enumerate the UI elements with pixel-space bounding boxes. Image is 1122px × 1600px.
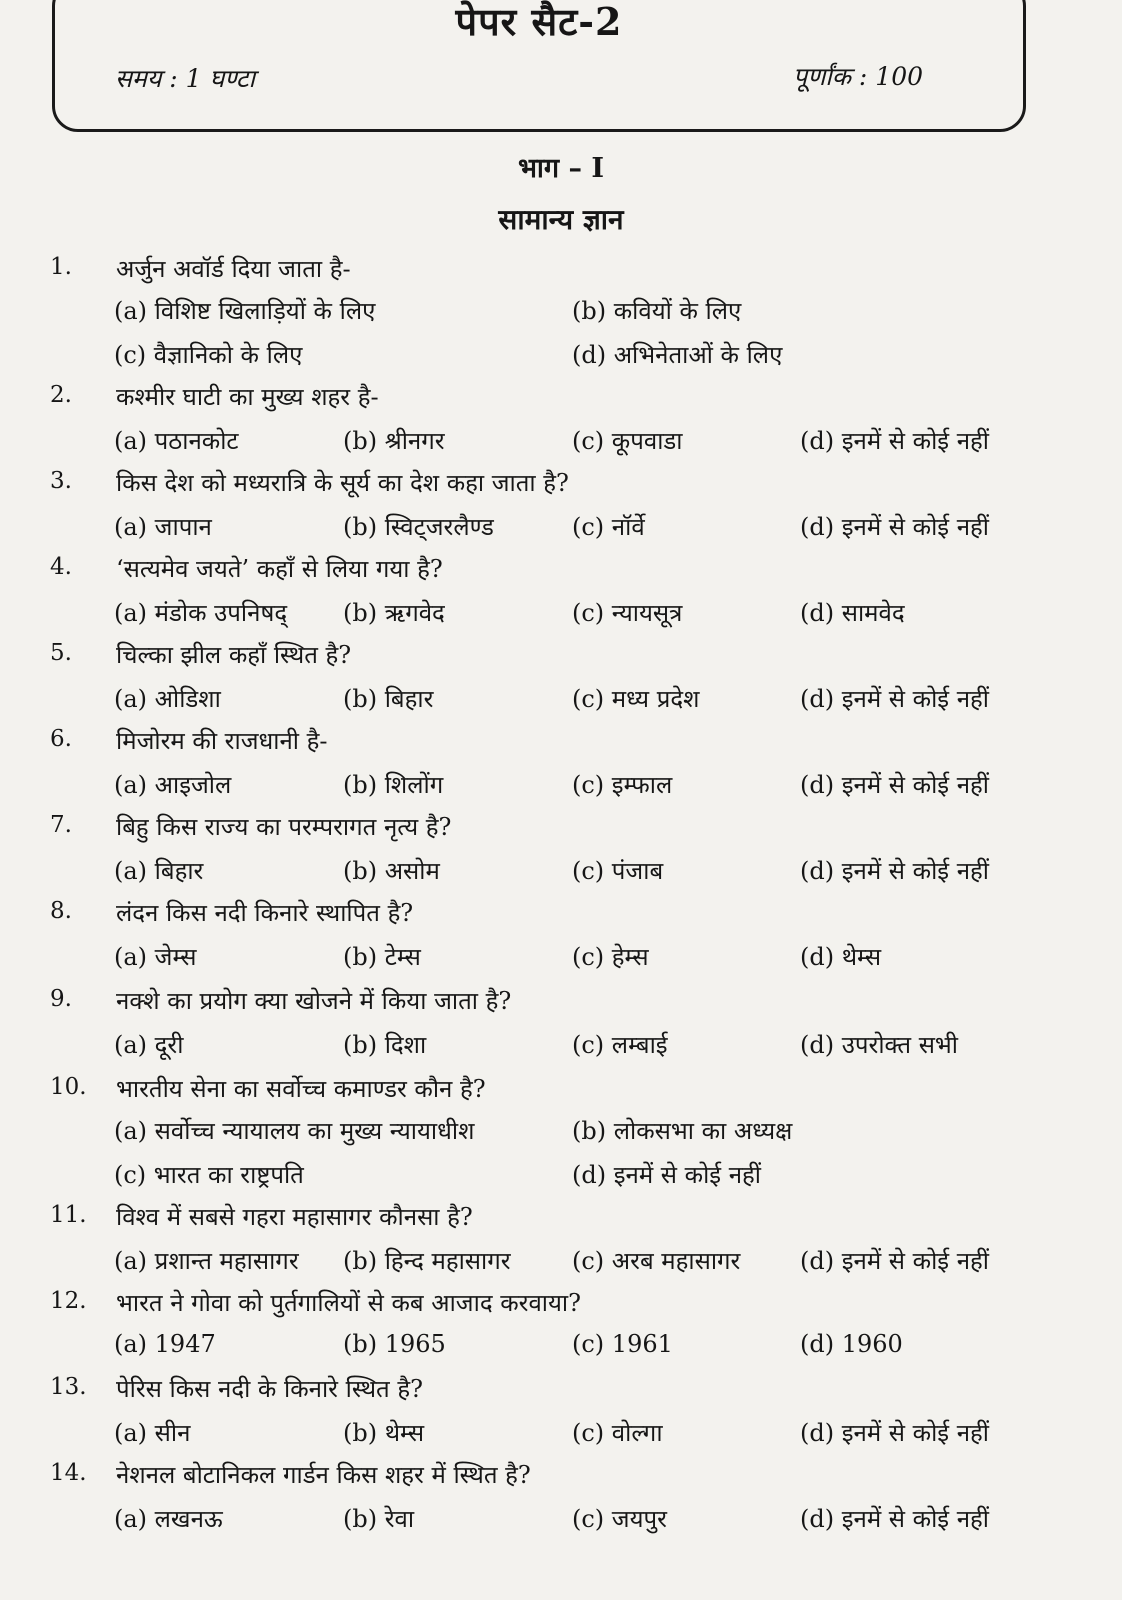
answer-option: (b) दिशा <box>343 1031 427 1059</box>
section-part-heading: भाग – I <box>517 153 605 184</box>
answer-option: (a) प्रशान्त महासागर <box>114 1247 299 1275</box>
answer-option: (c) जयपुर <box>572 1505 667 1533</box>
question-text: अर्जुन अवॉर्ड दिया जाता है- <box>116 255 351 283</box>
answer-option: (c) 1961 <box>572 1330 673 1358</box>
answer-option: (c) मध्य प्रदेश <box>572 685 700 713</box>
question-text: ‘सत्यमेव जयते’ कहाँ से लिया गया है? <box>116 555 443 583</box>
question-number: 12. <box>50 1288 87 1314</box>
answer-option: (a) दूरी <box>114 1031 184 1059</box>
answer-option: (a) आइजोल <box>114 771 232 799</box>
answer-option: (b) बिहार <box>343 685 434 713</box>
answer-option: (a) सर्वोच्च न्यायालय का मुख्य न्यायाधीश <box>114 1117 475 1145</box>
answer-option: (b) थेम्स <box>343 1419 425 1447</box>
question-text: नक्शे का प्रयोग क्या खोजने में किया जाता है? <box>116 987 512 1015</box>
question-number: 1. <box>50 254 72 280</box>
answer-option: (d) थेम्स <box>800 943 882 971</box>
answer-option: (d) 1960 <box>800 1330 903 1358</box>
answer-option: (c) भारत का राष्ट्रपति <box>114 1161 304 1189</box>
answer-option: (a) जेम्स <box>114 943 197 971</box>
answer-option: (c) नॉर्वे <box>572 513 645 541</box>
answer-option: (b) लोकसभा का अध्यक्ष <box>572 1117 793 1145</box>
question-number: 5. <box>50 640 72 666</box>
answer-option: (b) कवियों के लिए <box>572 297 742 325</box>
question-number: 6. <box>50 726 72 752</box>
answer-option: (b) रेवा <box>343 1505 415 1533</box>
answer-option: (a) ओडिशा <box>114 685 221 713</box>
total-marks-label: पूर्णांक : 100 <box>793 62 923 91</box>
question-number: 11. <box>50 1202 87 1228</box>
question-number: 2. <box>50 382 72 408</box>
answer-option: (c) पंजाब <box>572 857 664 885</box>
answer-option: (a) विशिष्ट खिलाड़ियों के लिए <box>114 297 376 325</box>
answer-option: (c) कूपवाडा <box>572 427 683 455</box>
question-text: भारत ने गोवा को पुर्तगालियों से कब आजाद करवाया? <box>116 1289 582 1317</box>
question-number: 14. <box>50 1460 87 1486</box>
answer-option: (d) इनमें से कोई नहीं <box>800 685 989 713</box>
answer-option: (c) अरब महासागर <box>572 1247 741 1275</box>
answer-option: (c) हेम्स <box>572 943 649 971</box>
answer-option: (a) सीन <box>114 1419 191 1447</box>
answer-option: (d) इनमें से कोई नहीं <box>572 1161 761 1189</box>
answer-option: (c) लम्बाई <box>572 1031 668 1059</box>
answer-option: (b) स्विट्जरलैण्ड <box>343 513 494 541</box>
paper-title: पेपर सैट-2 <box>455 0 623 44</box>
answer-option: (a) जापान <box>114 513 212 541</box>
answer-option: (d) इनमें से कोई नहीं <box>800 513 989 541</box>
question-text: नेशनल बोटानिकल गार्डन किस शहर में स्थित है? <box>116 1461 531 1489</box>
answer-option: (d) सामवेद <box>800 599 905 627</box>
question-number: 10. <box>50 1074 87 1100</box>
question-text: बिहु किस राज्य का परम्परागत नृत्य है? <box>116 813 452 841</box>
question-number: 3. <box>50 468 72 494</box>
answer-option: (a) बिहार <box>114 857 204 885</box>
question-number: 7. <box>50 812 72 838</box>
answer-option: (b) श्रीनगर <box>343 427 445 455</box>
question-number: 13. <box>50 1374 87 1400</box>
question-text: भारतीय सेना का सर्वोच्च कमाण्डर कौन है? <box>116 1075 486 1103</box>
answer-option: (a) लखनऊ <box>114 1505 223 1533</box>
answer-option: (b) शिलोंग <box>343 771 444 799</box>
answer-option: (a) 1947 <box>114 1330 216 1358</box>
answer-option: (a) पठानकोट <box>114 427 239 455</box>
question-number: 4. <box>50 554 72 580</box>
answer-option: (d) इनमें से कोई नहीं <box>800 857 989 885</box>
answer-option: (d) उपरोक्त सभी <box>800 1031 959 1059</box>
answer-option: (d) इनमें से कोई नहीं <box>800 771 989 799</box>
question-text: कश्मीर घाटी का मुख्य शहर है- <box>116 383 379 411</box>
answer-option: (b) टेम्स <box>343 943 421 971</box>
answer-option: (b) 1965 <box>343 1330 446 1358</box>
answer-option: (d) अभिनेताओं के लिए <box>572 341 783 369</box>
question-text: किस देश को मध्यरात्रि के सूर्य का देश कहा जाता है? <box>116 469 569 497</box>
answer-option: (d) इनमें से कोई नहीं <box>800 427 989 455</box>
question-text: विश्व में सबसे गहरा महासागर कौनसा है? <box>116 1203 473 1231</box>
answer-option: (b) ऋगवेद <box>343 599 445 627</box>
answer-option: (b) असोम <box>343 857 440 885</box>
time-label: समय : 1 घण्टा <box>115 64 255 93</box>
question-number: 8. <box>50 898 72 924</box>
section-subject-heading: सामान्य ज्ञान <box>498 203 624 236</box>
answer-option: (d) इनमें से कोई नहीं <box>800 1505 989 1533</box>
answer-option: (b) हिन्द महासागर <box>343 1247 511 1275</box>
answer-option: (c) वैज्ञानिको के लिए <box>114 341 303 369</box>
answer-option: (d) इनमें से कोई नहीं <box>800 1247 989 1275</box>
answer-option: (d) इनमें से कोई नहीं <box>800 1419 989 1447</box>
question-text: लंदन किस नदी किनारे स्थापित है? <box>116 899 414 927</box>
question-text: पेरिस किस नदी के किनारे स्थित है? <box>116 1375 423 1403</box>
answer-option: (c) इम्फाल <box>572 771 673 799</box>
question-number: 9. <box>50 986 72 1012</box>
answer-option: (a) मंडोक उपनिषद् <box>114 599 288 627</box>
question-text: चिल्का झील कहाँ स्थित है? <box>116 641 352 669</box>
question-text: मिजोरम की राजधानी है- <box>116 727 328 755</box>
answer-option: (c) न्यायसूत्र <box>572 599 683 627</box>
answer-option: (c) वोल्गा <box>572 1419 663 1447</box>
